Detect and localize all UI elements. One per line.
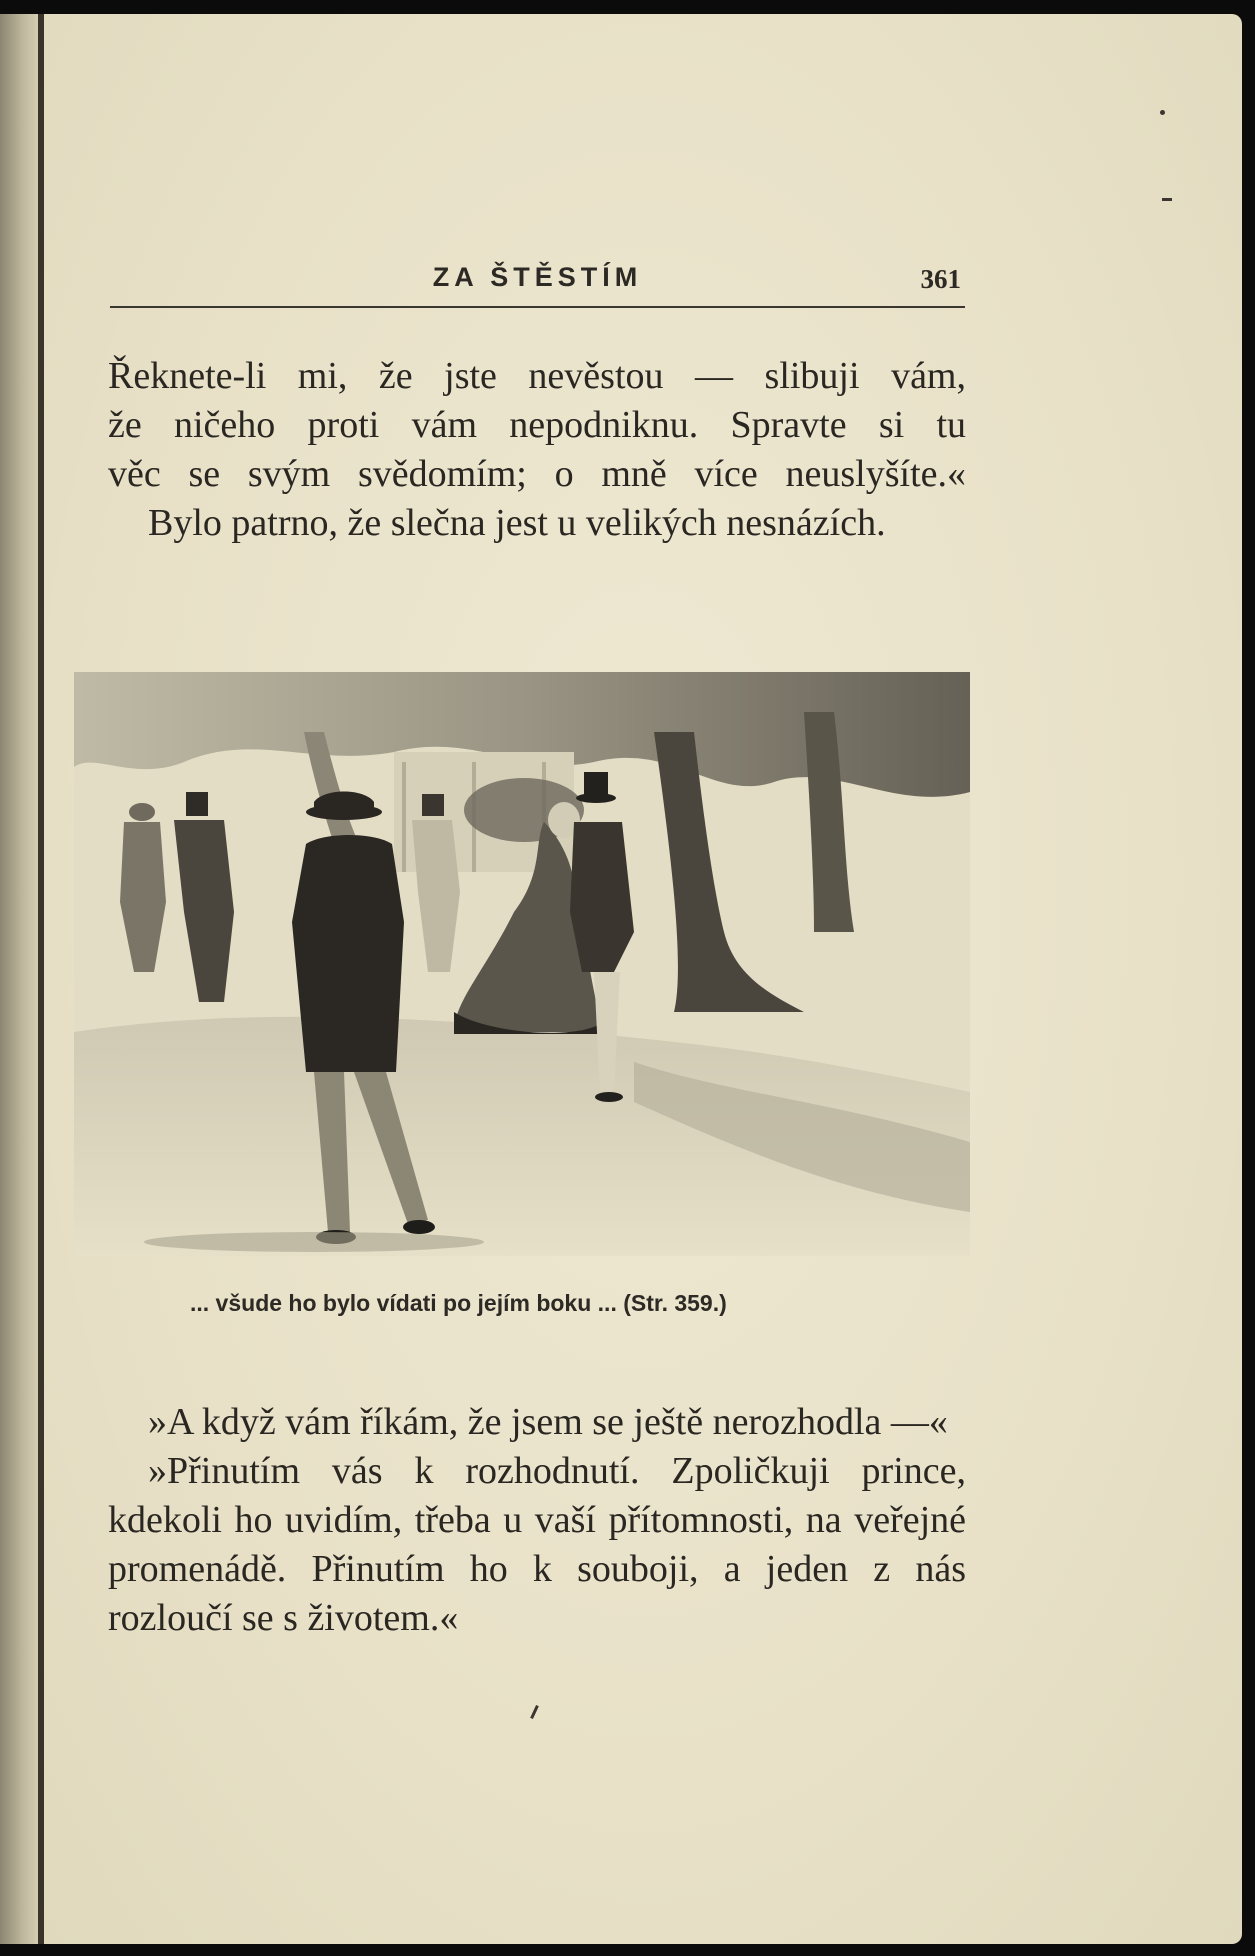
main-figure-coat [292,835,404,1072]
previous-page-edge [0,14,40,1944]
paragraph-line: Řeknete-li mi, že jste nevěstou — slibuji vám, [108,355,966,397]
illustration-caption: ... všude ho bylo vídati po jejím boku ... (Str. 359.) [190,1290,727,1316]
text-block-top [108,352,966,548]
escort-coat [570,822,634,972]
paragraph-line: že ničeho proti vám nepodniknu. Spravte si tu [108,404,966,446]
figure-hat [129,803,155,821]
stray-dot [1160,110,1165,115]
page-number: 361 [920,264,961,294]
running-header [110,256,965,308]
paragraph: Bylo patrno, že slečna jest u velikých nesnázích. [148,502,886,544]
illustration-promenade [74,672,970,1256]
paragraph-line: věc se svým svědomím; o mně více neuslyšíte.« [108,453,966,495]
stray-dash [1162,198,1172,201]
paragraph: »Přinutím vás k rozhodnutí. Zpoličkuji prince, kdekoli ho uvidím, třeba u vaší přítomnosti, na veřejné promenádě. Přinutím ho k souboji, a jeden z nás rozloučí se s životem.« [108,1450,966,1639]
running-title: ZA ŠTĚSTÍM [432,262,643,292]
paragraph: »A když vám říkám, že jsem se ještě nerozhodla —« [148,1401,948,1443]
figure-top-hat [186,792,208,816]
text-block-bottom [108,1398,966,1643]
